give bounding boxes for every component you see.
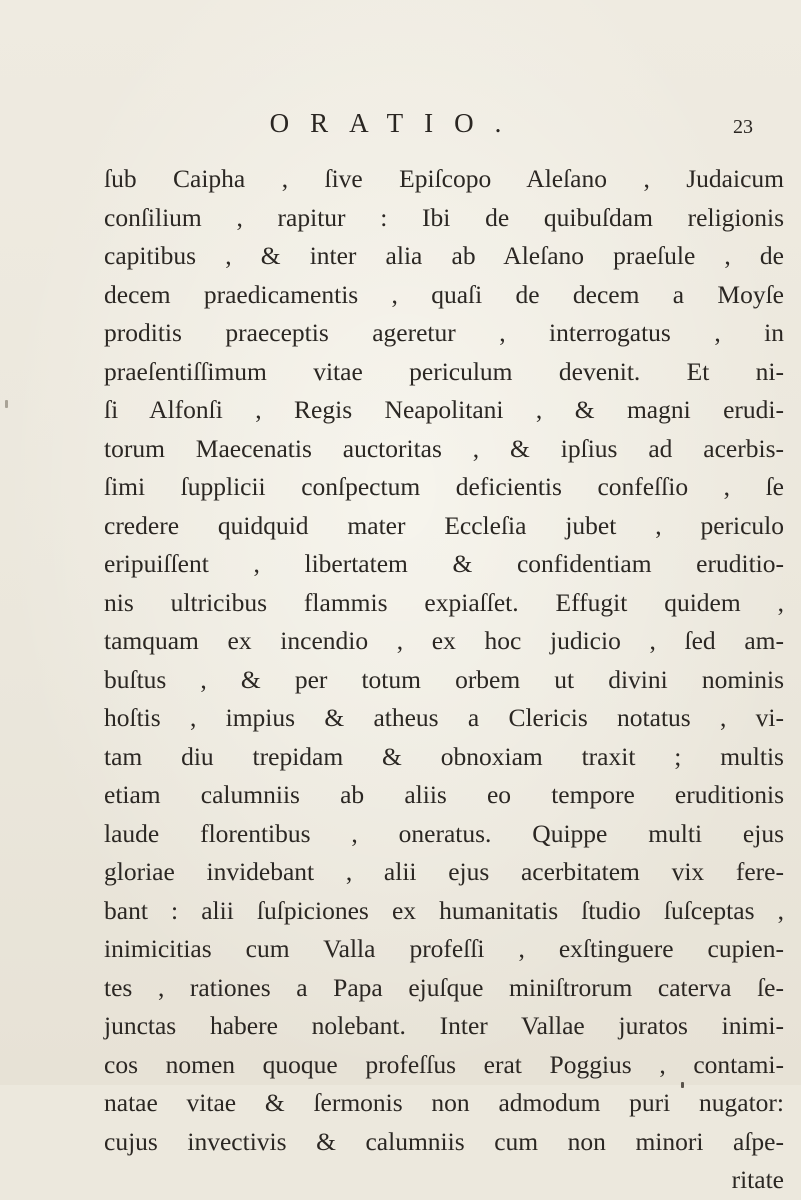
text-line: proditis praeceptis ageretur , interrogatus , in	[104, 318, 784, 347]
text-line: bant : alii ſuſpiciones ex humanitatis ſtudio ſuſceptas ,	[104, 895, 784, 925]
text-line: capitibus , & inter alia ab Aleſano praeſule , de	[104, 241, 784, 270]
text-line: torum Maecenatis auctoritas , & ipſius ad acerbis-	[104, 433, 784, 463]
running-head-title: ORATIO.	[269, 108, 523, 138]
text-line: conſilium , rapitur : Ibi de quibuſdam religionis	[104, 202, 784, 232]
text-line: tamquam ex incendio , ex hoc judicio , ſed am-	[104, 626, 784, 655]
body-text	[104, 160, 784, 1200]
text-line: tes , rationes a Papa ejuſque miniſtrorum caterva ſe-	[104, 972, 784, 1002]
text-line: laude florentibus , oneratus. Quippe multi ejus	[104, 818, 784, 848]
text-line: buſtus , & per totum orbem ut divini nominis	[104, 664, 784, 694]
margin-mark	[5, 400, 8, 408]
text-line: nis ultricibus flammis expiaſſet. Effugit quidem ,	[104, 587, 784, 617]
text-line: junctas habere nolebant. Inter Vallae juratos inimi-	[104, 1011, 784, 1040]
text-line: praeſentiſſimum vitae periculum devenit. Et ni-	[104, 356, 784, 386]
text-line: natae vitae & ſermonis non admodum puri nugator:	[104, 1088, 784, 1117]
text-line: etiam calumniis ab aliis eo tempore eruditionis	[104, 780, 784, 809]
text-line: ſub Caipha , ſive Epiſcopo Aleſano , Judaicum	[104, 164, 784, 193]
text-line: gloriae invidebant , alii ejus acerbitatem vix fere-	[104, 857, 784, 886]
text-line: cos nomen quoque profeſſus erat Poggius , contami-	[104, 1049, 784, 1079]
catchword: ritate	[731, 1165, 784, 1194]
page-number: 23	[733, 116, 753, 138]
text-line: decem praedicamentis , quaſi de decem a Moyſe	[104, 279, 784, 309]
ink-speck	[681, 1082, 684, 1088]
text-line: tam diu trepidam & obnoxiam traxit ; multis	[104, 741, 784, 771]
text-line: ſi Alfonſi , Regis Neapolitani , & magni erudi-	[104, 395, 784, 424]
text-line: credere quidquid mater Eccleſia jubet , periculo	[104, 510, 784, 540]
text-line: eripuiſſent , libertatem & confidentiam eruditio-	[104, 549, 784, 578]
text-line: inimicitias cum Valla profeſſi , exſtinguere cupien-	[104, 934, 784, 963]
running-head	[0, 108, 801, 148]
text-line: hoſtis , impius & atheus a Clericis notatus , vi-	[104, 703, 784, 732]
text-line: ſimi ſupplicii conſpectum deficientis confeſſio , ſe	[104, 472, 784, 501]
text-line: cujus invectivis & calumniis cum non minori aſpe-	[104, 1126, 784, 1156]
